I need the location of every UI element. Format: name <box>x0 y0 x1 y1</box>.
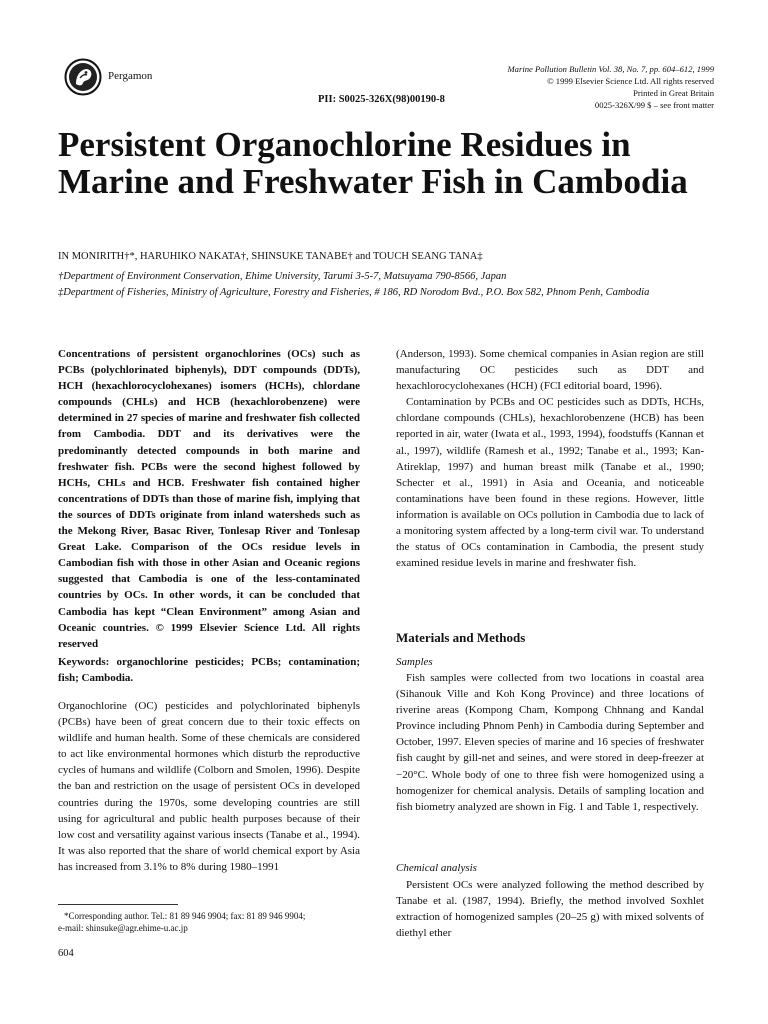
journal-citation: Marine Pollution Bulletin Vol. 38, No. 7, pp. 604–612, 1999 <box>507 64 714 74</box>
subheading-chemical-analysis: Chemical analysis <box>396 862 477 874</box>
footnote-divider <box>58 904 178 905</box>
affiliation-2: ‡Department of Fisheries, Ministry of Agriculture, Forestry and Fisheries, # 186, RD Norodom Bvd., P.O. Box 582, Phnom Penh, Cambodia <box>58 287 650 298</box>
keywords: Keywords: organochlorine pesticides; PCBs; contamination; fish; Cambodia. <box>58 656 360 685</box>
pii-identifier: PII: S0025-326X(98)00190-8 <box>318 94 445 105</box>
samples-paragraph: Fish samples were collected from two locations in coastal area (Sihanouk Ville and Koh Kong Province) and three locations of riverine areas (Kompong Cham, Kompong Chhnang and Kandal Province including Phnom Penh) in Cambodia during September and October, 1997. Eleven species of marine and 16 species of freshwater fish caught by gill-net and seines, and were stored in deep-freezer at −20°C. Whole body of one to three fish were homogenized using a homogenizer for chemical analysis. Details of sampling location and fish biometry analyzed are shown in Fig. 1 and Table 1, respectively. <box>396 672 704 813</box>
right-column-intro <box>396 346 704 571</box>
issn-line: 0025-326X/99 $ – see front matter <box>594 100 714 110</box>
printed-line: Printed in Great Britain <box>633 88 714 98</box>
copyright-line: © 1999 Elsevier Science Ltd. All rights reserved <box>547 76 714 86</box>
publisher-name: Pergamon <box>108 70 153 82</box>
author-list: IN MONIRITH†*, HARUHIKO NAKATA†, SHINSUKE TANABE† and TOUCH SEANG TANA‡ <box>58 251 483 262</box>
footnote <box>58 910 364 934</box>
footnote-contact: *Corresponding author. Tel.: 81 89 946 9904; fax: 81 89 946 9904; <box>64 911 306 921</box>
chemical-analysis-paragraph: Persistent OCs were analyzed following the method described by Tanabe et al. (1987, 1994). Briefly, the method involved Soxhlet extraction of homogenized samples (20–25 g) with mixed solvents of diethyl ether <box>396 879 704 940</box>
introduction-paragraph: Organochlorine (OC) pesticides and polychlorinated biphenyls (PCBs) have been of great concern due to their toxic effects on wildlife and human health. Some of these chemicals are considered to act like environmental hormones which disturb the reproductive cycles of humans and wildlife (Colborn and Smolen, 1996). Despite the ban and restriction on the usage of persistent OCs in developed countries during the 1970s, some developing countries are still using for agricultural and public health purposes because of their low cost and versatility against various insects (Tanabe et al., 1994). It was also reported that the share of world chemical export by Asia has increased from 3.1% to 8% during 1980–1991 <box>58 700 360 873</box>
contamination-paragraph: Contamination by PCBs and OC pesticides such as DDTs, HCHs, chlordane compounds (CHLs), hexachlorobenzene (HCB) has been reported in air, water (Iwata et al., 1993, 1994), foodstuffs (Kannan et al., 1997), wildlife (Ramesh et al., 1992; Tanabe et al., 1993; Kan-Atireklap, 1997) and human breast milk (Tanabe et al., 1990; Schecter et al., 1991) in Asia and Oceania, and noticeable contaminations have been found in these regions. However, little information is available on OCs pollution in Cambodia due to lack of a monitoring system affected by a long-term civil war. To understand the status of OCs contamination in Cambodia, the present study examined residue levels in marine and freshwater fish. <box>396 396 704 570</box>
affiliation-1: †Department of Environment Conservation, Ehime University, Tarumi 3-5-7, Matsuyama 790-8566, Japan <box>58 271 507 282</box>
abstract: Concentrations of persistent organochlorines (OCs) such as PCBs (polychlorinated biphenyls), DDT compounds (DDTs), HCH (hexachlorocyclohexanes) isomers (HCHs), chlordane compounds (CHLs) and HCB (hexachlorobenzene) were determined in 27 species of marine and freshwater fish collected from Cambodia. DDT and its derivatives were the predominantly detected compounds in both marine and freshwater fish. PCBs were the second highest followed by HCHs, CHLs and HCB. Freshwater fish contained higher concentrations of DDTs than those of marine fish, implying that the sources of DDTs originate from inland watersheds such as the Mekong River, Basac River, Tonlesap River and Tonlesap Great Lake. Comparison of the OCs residue levels in Cambodian fish with those in other Asian and Oceanic regions suggested that Cambodia is one of the less-contaminated countries by OCs. In other words, it can be concluded that Cambodia has kept “Clean Environment” among Asian and Oceanic countries. © 1999 Elsevier Science Ltd. All rights reserved <box>58 348 360 650</box>
footnote-email: e-mail: shinsuke@agr.ehime-u.ac.jp <box>58 923 188 933</box>
intro-continued-paragraph: (Anderson, 1993). Some chemical companies in Asian region are still manufacturing OC pesticides such as DDT and hexachlorocyclohexanes (HCH) (FCI editorial board, 1996). <box>396 348 704 393</box>
journal-info <box>508 63 714 111</box>
subheading-samples: Samples <box>396 656 433 668</box>
article-title: Persistent Organochlorine Residues in Marine and Freshwater Fish in Cambodia <box>58 125 688 201</box>
section-heading-methods: Materials and Methods <box>396 630 526 645</box>
page-number: 604 <box>58 948 74 959</box>
elsevier-tree-logo <box>64 58 102 96</box>
publisher-logo <box>64 58 102 96</box>
